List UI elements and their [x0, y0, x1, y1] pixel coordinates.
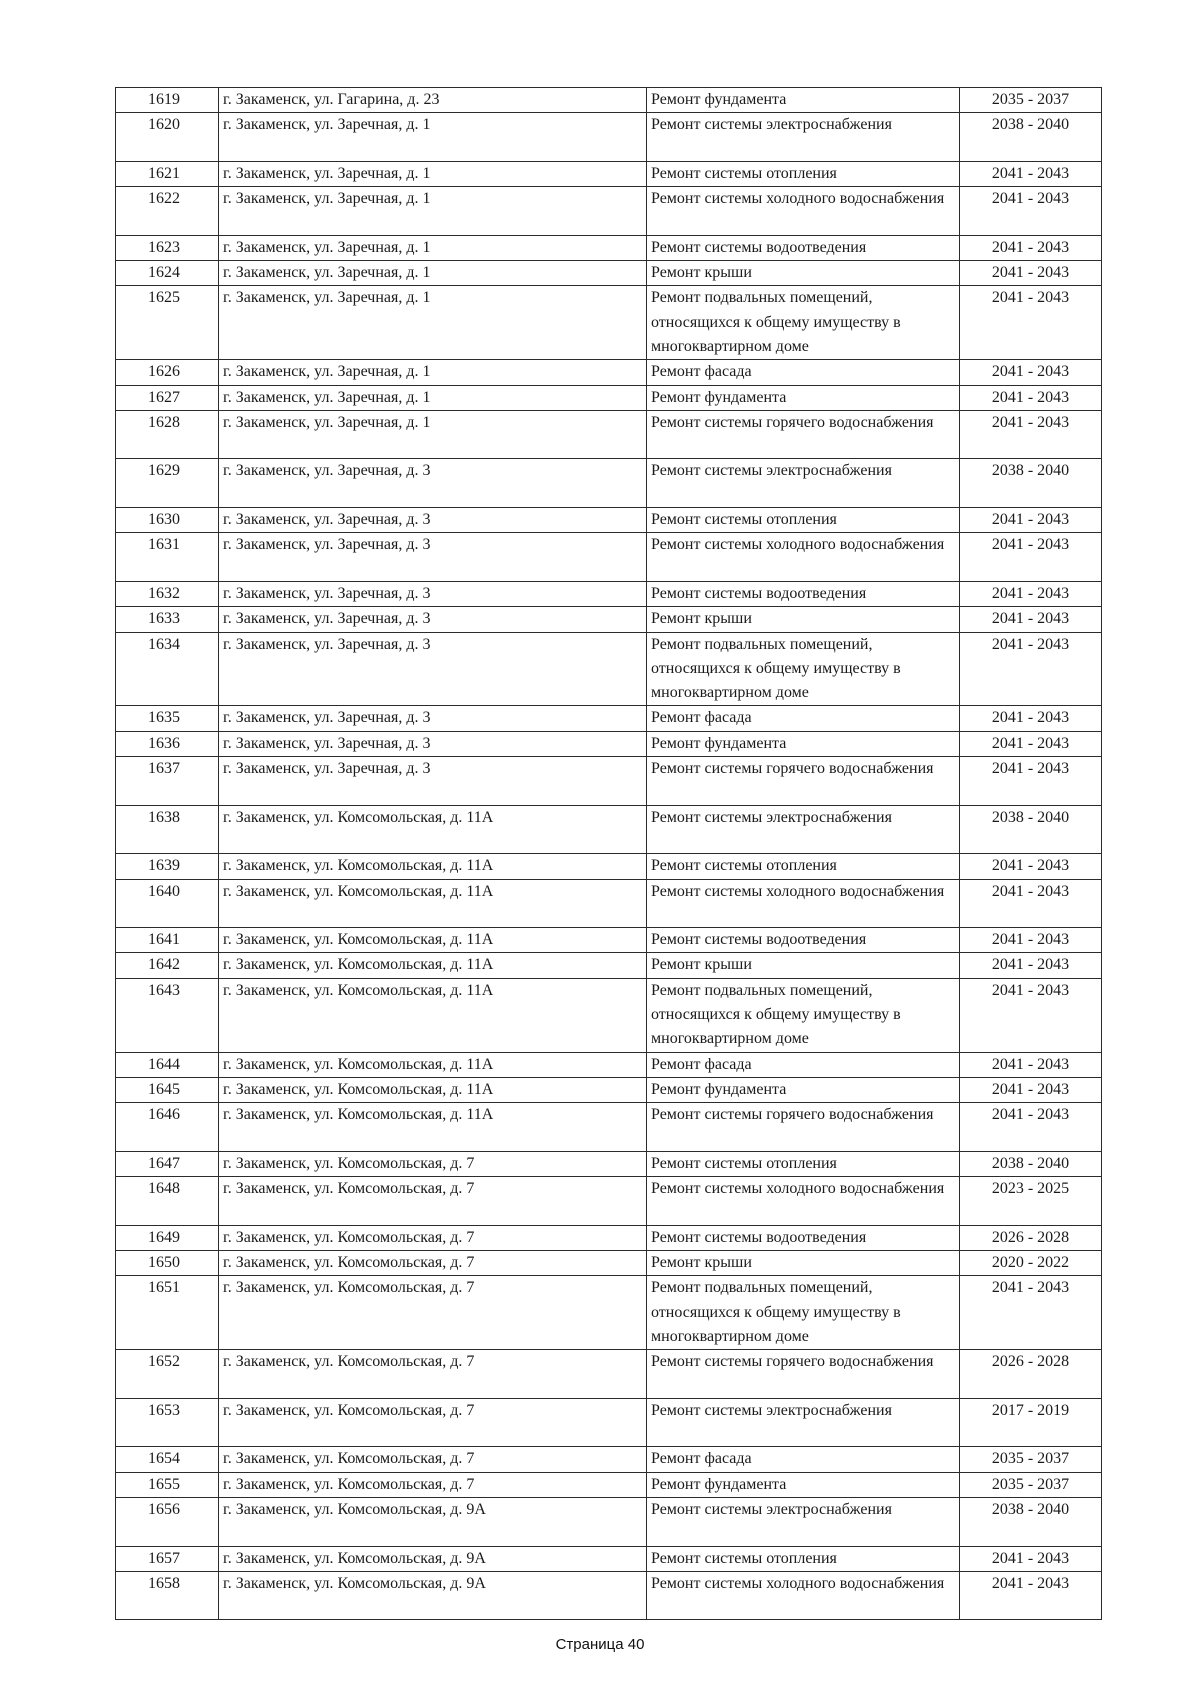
work-type-cell: Ремонт системы отопления: [647, 1151, 960, 1176]
row-number-cell: 1652: [116, 1350, 219, 1399]
row-number-cell: 1628: [116, 410, 219, 459]
period-cell: 2041 - 2043: [960, 757, 1102, 806]
work-type-cell: Ремонт системы электроснабжения: [647, 805, 960, 854]
period-cell: 2026 - 2028: [960, 1350, 1102, 1399]
address-cell: г. Закаменск, ул. Комсомольская, д. 7: [219, 1225, 647, 1250]
row-number-cell: 1621: [116, 161, 219, 186]
address-cell: г. Закаменск, ул. Комсомольская, д. 7: [219, 1350, 647, 1399]
address-cell: г. Закаменск, ул. Заречная, д. 1: [219, 410, 647, 459]
period-cell: 2041 - 2043: [960, 360, 1102, 385]
row-number-cell: 1653: [116, 1398, 219, 1447]
table-row: [116, 88, 1102, 113]
table-row: [116, 286, 1102, 360]
period-cell: 2038 - 2040: [960, 805, 1102, 854]
period-cell: 2038 - 2040: [960, 1497, 1102, 1546]
address-cell: г. Закаменск, ул. Комсомольская, д. 7: [219, 1472, 647, 1497]
address-cell: г. Закаменск, ул. Комсомольская, д. 11А: [219, 879, 647, 928]
period-cell: 2035 - 2037: [960, 1472, 1102, 1497]
period-cell: 2041 - 2043: [960, 235, 1102, 260]
table-row: [116, 385, 1102, 410]
table-row: [116, 261, 1102, 286]
row-number-cell: 1645: [116, 1077, 219, 1102]
work-type-cell: Ремонт крыши: [647, 607, 960, 632]
period-cell: 2041 - 2043: [960, 581, 1102, 606]
period-cell: 2038 - 2040: [960, 1151, 1102, 1176]
table-row: [116, 632, 1102, 706]
address-cell: г. Закаменск, ул. Комсомольская, д. 11А: [219, 1077, 647, 1102]
table-row: [116, 1103, 1102, 1152]
period-cell: 2041 - 2043: [960, 632, 1102, 706]
table-row: [116, 1225, 1102, 1250]
table-row: [116, 879, 1102, 928]
table-row: [116, 1052, 1102, 1077]
table-row: [116, 1350, 1102, 1399]
period-cell: 2035 - 2037: [960, 88, 1102, 113]
work-type-cell: Ремонт системы водоотведения: [647, 235, 960, 260]
table-row: [116, 113, 1102, 162]
row-number-cell: 1619: [116, 88, 219, 113]
table-row: [116, 805, 1102, 854]
table-row: [116, 706, 1102, 731]
work-type-cell: Ремонт системы электроснабжения: [647, 1497, 960, 1546]
address-cell: г. Закаменск, ул. Комсомольская, д. 11А: [219, 1052, 647, 1077]
table-row: [116, 459, 1102, 508]
row-number-cell: 1643: [116, 978, 219, 1052]
address-cell: г. Закаменск, ул. Комсомольская, д. 7: [219, 1276, 647, 1350]
work-type-cell: Ремонт системы холодного водоснабжения: [647, 187, 960, 236]
period-cell: 2038 - 2040: [960, 113, 1102, 162]
period-cell: 2041 - 2043: [960, 731, 1102, 756]
period-cell: 2041 - 2043: [960, 953, 1102, 978]
table-row: [116, 928, 1102, 953]
work-type-cell: Ремонт системы горячего водоснабжения: [647, 757, 960, 806]
work-type-cell: Ремонт системы отопления: [647, 1546, 960, 1571]
table-row: [116, 1497, 1102, 1546]
address-cell: г. Закаменск, ул. Заречная, д. 1: [219, 235, 647, 260]
period-cell: 2041 - 2043: [960, 508, 1102, 533]
period-cell: 2041 - 2043: [960, 187, 1102, 236]
row-number-cell: 1658: [116, 1571, 219, 1620]
address-cell: г. Закаменск, ул. Комсомольская, д. 7: [219, 1250, 647, 1275]
row-number-cell: 1648: [116, 1177, 219, 1226]
work-type-cell: Ремонт фундамента: [647, 731, 960, 756]
table-row: [116, 508, 1102, 533]
repair-schedule-body: [116, 88, 1102, 1620]
period-cell: 2041 - 2043: [960, 607, 1102, 632]
work-type-cell: Ремонт системы отопления: [647, 508, 960, 533]
period-cell: 2041 - 2043: [960, 706, 1102, 731]
work-type-cell: Ремонт фасада: [647, 706, 960, 731]
period-cell: 2017 - 2019: [960, 1398, 1102, 1447]
period-cell: 2041 - 2043: [960, 161, 1102, 186]
table-row: [116, 187, 1102, 236]
row-number-cell: 1639: [116, 854, 219, 879]
row-number-cell: 1626: [116, 360, 219, 385]
row-number-cell: 1633: [116, 607, 219, 632]
table-row: [116, 978, 1102, 1052]
period-cell: 2041 - 2043: [960, 1077, 1102, 1102]
row-number-cell: 1644: [116, 1052, 219, 1077]
address-cell: г. Закаменск, ул. Заречная, д. 3: [219, 459, 647, 508]
table-row: [116, 1546, 1102, 1571]
work-type-cell: Ремонт системы электроснабжения: [647, 459, 960, 508]
period-cell: 2041 - 2043: [960, 1052, 1102, 1077]
row-number-cell: 1624: [116, 261, 219, 286]
work-type-cell: Ремонт подвальных помещений, относящихся к общему имуществу в многоквартирном доме: [647, 632, 960, 706]
period-cell: 2026 - 2028: [960, 1225, 1102, 1250]
table-row: [116, 607, 1102, 632]
address-cell: г. Закаменск, ул. Комсомольская, д. 9А: [219, 1571, 647, 1620]
address-cell: г. Закаменск, ул. Заречная, д. 3: [219, 757, 647, 806]
address-cell: г. Закаменск, ул. Заречная, д. 3: [219, 508, 647, 533]
period-cell: 2041 - 2043: [960, 261, 1102, 286]
table-row: [116, 533, 1102, 582]
address-cell: г. Закаменск, ул. Заречная, д. 1: [219, 261, 647, 286]
address-cell: г. Закаменск, ул. Заречная, д. 1: [219, 360, 647, 385]
table-row: [116, 1472, 1102, 1497]
address-cell: г. Закаменск, ул. Комсомольская, д. 11А: [219, 854, 647, 879]
work-type-cell: Ремонт фундамента: [647, 385, 960, 410]
period-cell: 2041 - 2043: [960, 1571, 1102, 1620]
address-cell: г. Закаменск, ул. Заречная, д. 3: [219, 632, 647, 706]
address-cell: г. Закаменск, ул. Комсомольская, д. 11А: [219, 953, 647, 978]
table-row: [116, 360, 1102, 385]
work-type-cell: Ремонт системы водоотведения: [647, 928, 960, 953]
table-row: [116, 235, 1102, 260]
work-type-cell: Ремонт системы отопления: [647, 854, 960, 879]
period-cell: 2041 - 2043: [960, 1546, 1102, 1571]
period-cell: 2041 - 2043: [960, 286, 1102, 360]
table-row: [116, 1177, 1102, 1226]
row-number-cell: 1632: [116, 581, 219, 606]
row-number-cell: 1631: [116, 533, 219, 582]
address-cell: г. Закаменск, ул. Заречная, д. 3: [219, 581, 647, 606]
work-type-cell: Ремонт системы водоотведения: [647, 581, 960, 606]
page-number: Страница 40: [555, 1636, 645, 1653]
work-type-cell: Ремонт системы холодного водоснабжения: [647, 1177, 960, 1226]
work-type-cell: Ремонт фасада: [647, 1447, 960, 1472]
table-row: [116, 731, 1102, 756]
work-type-cell: Ремонт системы холодного водоснабжения: [647, 533, 960, 582]
period-cell: 2041 - 2043: [960, 1276, 1102, 1350]
period-cell: 2041 - 2043: [960, 533, 1102, 582]
row-number-cell: 1654: [116, 1447, 219, 1472]
period-cell: 2041 - 2043: [960, 385, 1102, 410]
row-number-cell: 1657: [116, 1546, 219, 1571]
work-type-cell: Ремонт крыши: [647, 953, 960, 978]
work-type-cell: Ремонт системы электроснабжения: [647, 113, 960, 162]
table-row: [116, 854, 1102, 879]
work-type-cell: Ремонт подвальных помещений, относящихся к общему имуществу в многоквартирном доме: [647, 978, 960, 1052]
work-type-cell: Ремонт фундамента: [647, 1077, 960, 1102]
work-type-cell: Ремонт подвальных помещений, относящихся к общему имуществу в многоквартирном доме: [647, 286, 960, 360]
row-number-cell: 1627: [116, 385, 219, 410]
address-cell: г. Закаменск, ул. Комсомольская, д. 9А: [219, 1546, 647, 1571]
row-number-cell: 1647: [116, 1151, 219, 1176]
row-number-cell: 1629: [116, 459, 219, 508]
work-type-cell: Ремонт системы холодного водоснабжения: [647, 1571, 960, 1620]
work-type-cell: Ремонт крыши: [647, 261, 960, 286]
row-number-cell: 1656: [116, 1497, 219, 1546]
table-row: [116, 1447, 1102, 1472]
address-cell: г. Закаменск, ул. Комсомольская, д. 7: [219, 1151, 647, 1176]
table-row: [116, 1151, 1102, 1176]
period-cell: 2035 - 2037: [960, 1447, 1102, 1472]
address-cell: г. Закаменск, ул. Заречная, д. 1: [219, 161, 647, 186]
work-type-cell: Ремонт системы электроснабжения: [647, 1398, 960, 1447]
row-number-cell: 1655: [116, 1472, 219, 1497]
repair-schedule-table: [115, 87, 1102, 1620]
row-number-cell: 1641: [116, 928, 219, 953]
address-cell: г. Закаменск, ул. Комсомольская, д. 9А: [219, 1497, 647, 1546]
work-type-cell: Ремонт системы отопления: [647, 161, 960, 186]
address-cell: г. Закаменск, ул. Заречная, д. 1: [219, 113, 647, 162]
row-number-cell: 1640: [116, 879, 219, 928]
row-number-cell: 1650: [116, 1250, 219, 1275]
work-type-cell: Ремонт системы водоотведения: [647, 1225, 960, 1250]
row-number-cell: 1635: [116, 706, 219, 731]
period-cell: 2041 - 2043: [960, 410, 1102, 459]
row-number-cell: 1634: [116, 632, 219, 706]
address-cell: г. Закаменск, ул. Комсомольская, д. 11А: [219, 1103, 647, 1152]
table-row: [116, 1571, 1102, 1620]
table-row: [116, 953, 1102, 978]
address-cell: г. Закаменск, ул. Комсомольская, д. 11А: [219, 978, 647, 1052]
work-type-cell: Ремонт системы горячего водоснабжения: [647, 1350, 960, 1399]
address-cell: г. Закаменск, ул. Комсомольская, д. 11А: [219, 928, 647, 953]
address-cell: г. Закаменск, ул. Заречная, д. 3: [219, 731, 647, 756]
table-row: [116, 581, 1102, 606]
period-cell: 2038 - 2040: [960, 459, 1102, 508]
row-number-cell: 1625: [116, 286, 219, 360]
table-row: [116, 757, 1102, 806]
row-number-cell: 1651: [116, 1276, 219, 1350]
period-cell: 2041 - 2043: [960, 879, 1102, 928]
address-cell: г. Закаменск, ул. Гагарина, д. 23: [219, 88, 647, 113]
address-cell: г. Закаменск, ул. Заречная, д. 1: [219, 385, 647, 410]
row-number-cell: 1636: [116, 731, 219, 756]
work-type-cell: Ремонт системы холодного водоснабжения: [647, 879, 960, 928]
address-cell: г. Закаменск, ул. Комсомольская, д. 7: [219, 1398, 647, 1447]
row-number-cell: 1622: [116, 187, 219, 236]
table-row: [116, 1276, 1102, 1350]
row-number-cell: 1620: [116, 113, 219, 162]
address-cell: г. Закаменск, ул. Заречная, д. 1: [219, 286, 647, 360]
work-type-cell: Ремонт фундамента: [647, 88, 960, 113]
work-type-cell: Ремонт фасада: [647, 360, 960, 385]
table-row: [116, 410, 1102, 459]
address-cell: г. Закаменск, ул. Комсомольская, д. 11А: [219, 805, 647, 854]
work-type-cell: Ремонт крыши: [647, 1250, 960, 1275]
row-number-cell: 1646: [116, 1103, 219, 1152]
address-cell: г. Закаменск, ул. Комсомольская, д. 7: [219, 1177, 647, 1226]
row-number-cell: 1642: [116, 953, 219, 978]
work-type-cell: Ремонт системы горячего водоснабжения: [647, 1103, 960, 1152]
table-row: [116, 1250, 1102, 1275]
row-number-cell: 1623: [116, 235, 219, 260]
period-cell: 2041 - 2043: [960, 978, 1102, 1052]
work-type-cell: Ремонт фасада: [647, 1052, 960, 1077]
row-number-cell: 1638: [116, 805, 219, 854]
period-cell: 2020 - 2022: [960, 1250, 1102, 1275]
period-cell: 2023 - 2025: [960, 1177, 1102, 1226]
row-number-cell: 1630: [116, 508, 219, 533]
period-cell: 2041 - 2043: [960, 854, 1102, 879]
address-cell: г. Закаменск, ул. Заречная, д. 3: [219, 706, 647, 731]
address-cell: г. Закаменск, ул. Заречная, д. 3: [219, 607, 647, 632]
table-row: [116, 1398, 1102, 1447]
table-row: [116, 1077, 1102, 1102]
address-cell: г. Закаменск, ул. Заречная, д. 3: [219, 533, 647, 582]
work-type-cell: Ремонт системы горячего водоснабжения: [647, 410, 960, 459]
row-number-cell: 1649: [116, 1225, 219, 1250]
row-number-cell: 1637: [116, 757, 219, 806]
period-cell: 2041 - 2043: [960, 928, 1102, 953]
table-row: [116, 161, 1102, 186]
work-type-cell: Ремонт фундамента: [647, 1472, 960, 1497]
period-cell: 2041 - 2043: [960, 1103, 1102, 1152]
work-type-cell: Ремонт подвальных помещений, относящихся к общему имуществу в многоквартирном доме: [647, 1276, 960, 1350]
address-cell: г. Закаменск, ул. Комсомольская, д. 7: [219, 1447, 647, 1472]
address-cell: г. Закаменск, ул. Заречная, д. 1: [219, 187, 647, 236]
